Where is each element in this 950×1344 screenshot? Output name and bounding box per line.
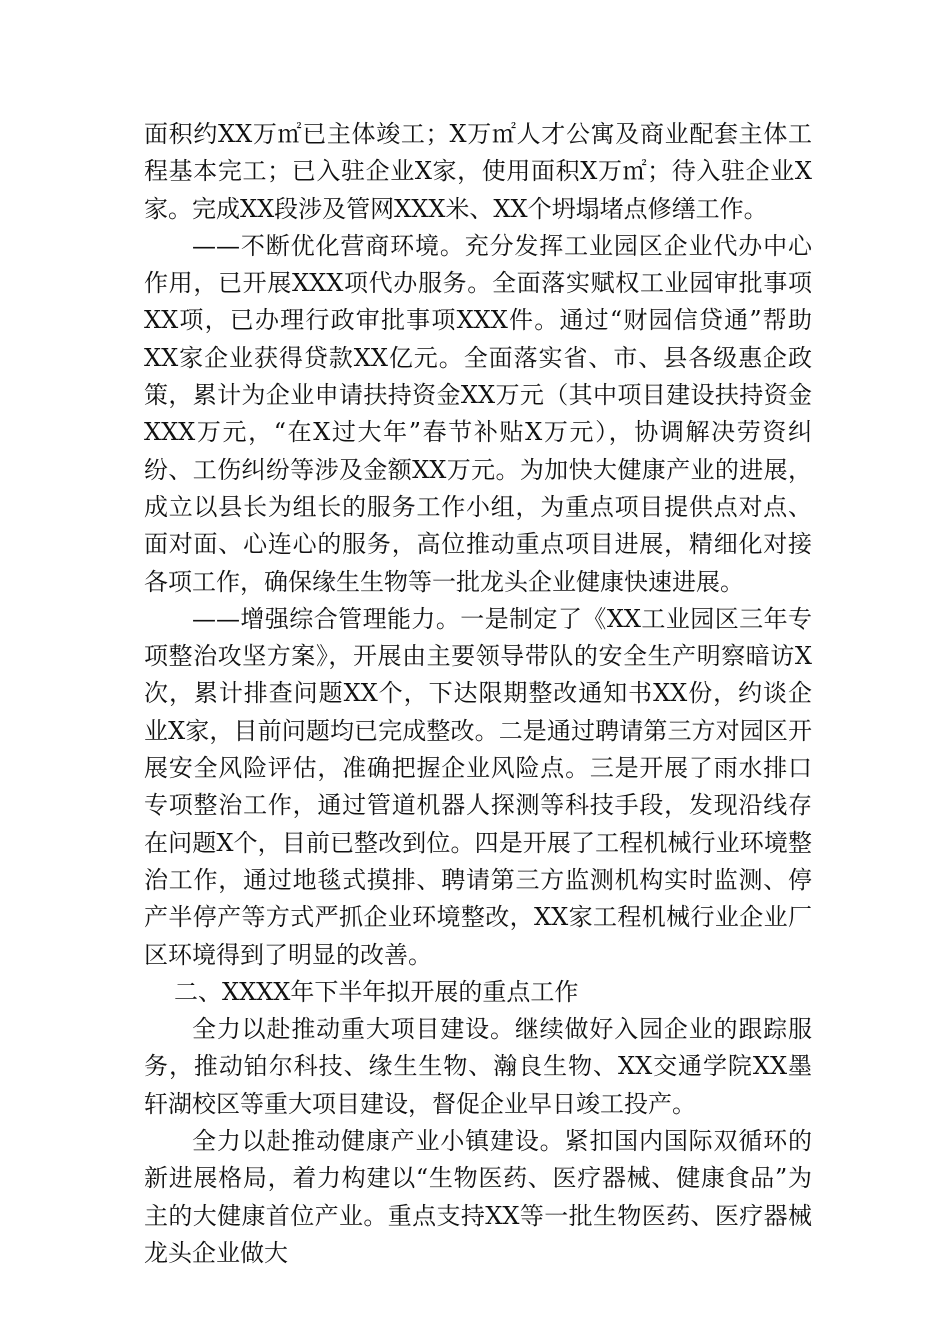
paragraph-health-industry-town: 全力以赴推动健康产业小镇建设。紧扣国内国际双循环的新进展格局，着力构建以“生物医药、医疗器械、健康食品”为主的大健康首位产业。重点支持XX等一批生物医药、医疗器械龙头企业做大: [144, 1127, 812, 1267]
paragraph-major-projects: 全力以赴推动重大项目建设。继续做好入园企业的跟踪服务，推动铂尔科技、缘生生物、瀚良生物、XX交通学院XX墨轩湖校区等重大项目建设，督促企业早日竣工投产。: [144, 1015, 812, 1118]
section-heading: 二、XXXX年下半年拟开展的重点工作: [174, 977, 579, 1006]
paragraph-continuation: 面积约XX万㎡已主体竣工；X万㎡人才公寓及商业配套主体工程基本完工；已入驻企业X家，使用面积X万㎡；待入驻企业X家。完成XX段涉及管网XXX米、XX个坍塌堵点修缮工作。: [144, 120, 812, 223]
paragraph-business-environment: ——不断优化营商环境。充分发挥工业园区企业代办中心作用，已开展XXX项代办服务。全面落实赋权工业园审批事项XX项，已办理行政审批事项XXX件。通过“财园信贷通”帮助XX家企业获得贷款XX亿元。全面落实省、市、县各级惠企政策，累计为企业申请扶持资金XX万元（其中项目建设扶持资金XXX万元，“在X过大年”春节补贴X万元），协调解决劳资纠纷、工伤纠纷等涉及金额XX万元。为加快大健康产业的进展，成立以县长为组长的服务工作小组，为重点项目提供点对点、面对面、心连心的服务，高位推动重点项目进展，精细化对接各项工作，确保缘生生物等一批龙头企业健康快速进展。: [144, 231, 812, 596]
paragraph-management-capability: ——增强综合管理能力。一是制定了《XX工业园区三年专项整治攻坚方案》，开展由主要领导带队的安全生产明察暗访X次，累计排查问题XX个，下达限期整改通知书XX份，约谈企业X家，目前问题均已完成整改。二是通过聘请第三方对园区开展安全风险评估，准确把握企业风险点。三是开展了雨水排口专项整治工作，通过管道机器人探测等科技手段，发现沿线存在问题X个，目前已整改到位。四是开展了工程机械行业环境整治工作，通过地毯式摸排、聘请第三方监测机构实时监测、停产半停产等方式严抓企业环境整改，XX家工程机械行业企业厂区环境得到了明显的改善。: [144, 604, 812, 969]
document-body: [144, 116, 812, 1272]
